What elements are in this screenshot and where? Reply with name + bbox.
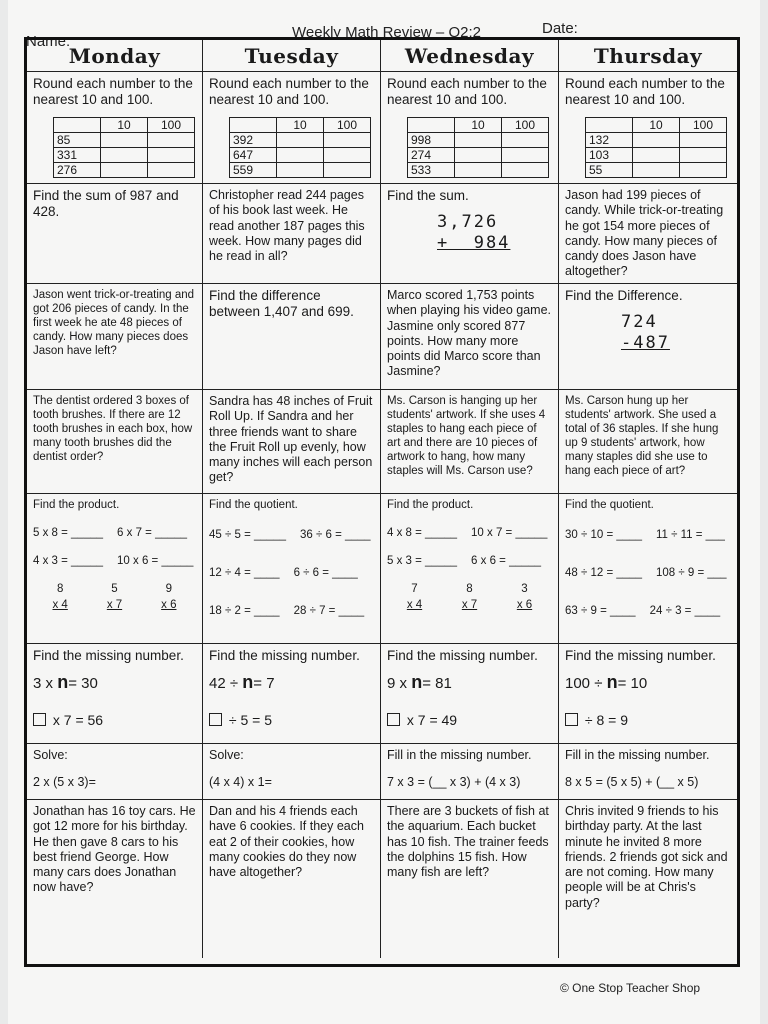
word-problem-thursday-candy: Jason had 199 pieces of candy. While trick-or-treating he got 154 more pieces of candy. How many pieces of candy does Jason have altogether? xyxy=(559,184,737,284)
day-header-wednesday: Wednesday xyxy=(381,40,559,72)
difference-prompt-tuesday: Find the difference between 1,407 and 699. xyxy=(203,284,381,390)
facts-cell-wednesday: Find the product. 4 x 8 = _____ 10 x 7 = _____ 5 x 3 = _____ 6 x 6 = _____ 7 x 4 8 x 7 3 x 6 xyxy=(381,494,559,644)
blank-box-icon xyxy=(33,713,46,726)
word-problem-wednesday-fish: There are 3 buckets of fish at the aquarium. Each bucket has 10 fish. The trainer feeds the dolphins 15 fish. How many fish are left? xyxy=(381,800,559,958)
word-problem-wednesday-staples: Ms. Carson is hanging up her students' artwork. If she uses 4 staples to hang each piece of art and there are 10 pieces of artwork to hang, how many staples will Ms. Carson use? xyxy=(381,390,559,494)
difference-cell-thursday xyxy=(559,284,737,390)
date-label: Date: xyxy=(542,20,578,37)
word-problem-monday-candy: Jason went trick-or-treating and got 206 pieces of candy. In the first week he ate 48 pieces of candy. How many pieces does Jason have left? xyxy=(27,284,203,390)
day-header-tuesday: Tuesday xyxy=(203,40,381,72)
vertical-facts: 7 x 4 8 x 7 3 x 6 xyxy=(406,583,533,611)
round-table: 10 100 392 647 559 xyxy=(229,117,371,178)
word-problem-monday-toothbrushes: The dentist ordered 3 boxes of tooth brushes. If there are 12 tooth brushes in each box, how many tooth brushes did the dentist order? xyxy=(27,390,203,494)
fill-missing-cell-thursday: Fill in the missing number. 8 x 5 = (5 x 5) + (__ x 5) xyxy=(559,744,737,800)
difference-title: Find the Difference. xyxy=(565,288,683,303)
facts-cell-thursday: Find the quotient. 30 ÷ 10 = ____ 11 ÷ 11 = ___ 48 ÷ 12 = ____ 108 ÷ 9 = ___ 63 ÷ 9 = ____ 24 ÷ 3 = ____ xyxy=(559,494,737,644)
blank-box-icon xyxy=(209,713,222,726)
missing-number-tuesday: Find the missing number. 42 ÷ n= 7 ÷ 5 = 5 xyxy=(203,644,381,744)
word-problem-monday-toy-cars: Jonathan has 16 toy cars. He got 12 more for his birthday. He then gave 8 cars to his best friend George. How many cars does Jonathan now have? xyxy=(27,800,203,958)
round-cell-tuesday xyxy=(203,72,381,184)
round-prompt: Round each number to the nearest 10 and 100. xyxy=(209,76,369,108)
vertical-facts: 8 x 4 5 x 7 9 x 6 xyxy=(52,583,177,611)
round-prompt: Round each number to the nearest 10 and 100. xyxy=(565,76,725,108)
round-table: 10 100 132 103 55 xyxy=(585,117,727,178)
facts-cell-monday: Find the product. 5 x 8 = _____ 6 x 7 = _____ 4 x 3 = _____ 10 x 6 = _____ 8 x 4 5 x 7 9 x 6 xyxy=(27,494,203,644)
solve-cell-tuesday: Solve: (4 x 4) x 1= xyxy=(203,744,381,800)
word-problem-thursday-party: Chris invited 9 friends to his birthday party. At the last minute he invited 8 more friends. 2 friends got sick and are not coming. How many people will be at Chris's party? xyxy=(565,804,728,910)
word-problem-tuesday-pages: Christopher read 244 pages of his book last week. He read another 187 pages this week. How many pages did he read in all? xyxy=(203,184,381,284)
fill-missing-cell-wednesday: Fill in the missing number. 7 x 3 = (__ x 3) + (4 x 3) xyxy=(381,744,559,800)
missing-number-wednesday: Find the missing number. 9 x n= 81 x 7 = 49 xyxy=(381,644,559,744)
solve-cell-monday: Solve: 2 x (5 x 3)= xyxy=(27,744,203,800)
copyright-footer: © One Stop Teacher Shop xyxy=(560,981,701,995)
day-header-monday: Monday xyxy=(27,40,203,72)
sum-title: Find the sum. xyxy=(387,188,469,203)
worksheet-title: Weekly Math Review – Q2:2 xyxy=(292,24,481,41)
name-label: Name: xyxy=(26,33,71,50)
round-table: 10 100 85 331 276 xyxy=(53,117,195,178)
review-grid xyxy=(24,37,740,967)
round-prompt: Round each number to the nearest 10 and 100. xyxy=(387,76,547,108)
sum-cell-wednesday xyxy=(381,184,559,284)
word-problem-tuesday-fruit-roll: Sandra has 48 inches of Fruit Roll Up. If Sandra and her three friends want to share the Fruit Roll up evenly, how many inches will each person get? xyxy=(203,390,381,494)
round-prompt: Round each number to the nearest 10 and 100. xyxy=(33,76,193,108)
round-cell-wednesday xyxy=(381,72,559,184)
round-table: 10 100 998 274 533 xyxy=(407,117,549,178)
missing-number-monday: Find the missing number. 3 x n= 30 x 7 = 56 xyxy=(27,644,203,744)
round-cell-monday xyxy=(27,72,203,184)
stacked-addition: 3,726 + 984 xyxy=(437,212,511,254)
day-header-thursday: Thursday xyxy=(559,40,737,72)
word-problem-wednesday-points: Marco scored 1,753 points when playing his video game. Jasmine only scored 877 points. How many more points did Marco score than Jasmine? xyxy=(381,284,559,390)
word-problem-tuesday-cookies: Dan and his 4 friends each have 6 cookies. If they each eat 2 of their cookies, how many cookies do they now have altogether? xyxy=(203,800,381,958)
word-problem-thursday-staples: Ms. Carson hung up her students' artwork. She used a total of 36 staples. If she hung up 9 students' artwork, how many staples did she use to hang each piece of art? xyxy=(559,390,737,494)
blank-box-icon xyxy=(387,713,400,726)
missing-number-thursday: Find the missing number. 100 ÷ n= 10 ÷ 8 = 9 xyxy=(559,644,737,744)
stacked-subtraction: 724 -487 xyxy=(621,312,670,354)
sum-prompt-monday: Find the sum of 987 and 428. xyxy=(27,184,203,284)
blank-box-icon xyxy=(565,713,578,726)
facts-cell-tuesday: Find the quotient. 45 ÷ 5 = _____ 36 ÷ 6 = ____ 12 ÷ 4 = ____ 6 ÷ 6 = ____ 18 ÷ 2 = ____ 28 ÷ 7 = ____ xyxy=(203,494,381,644)
round-cell-thursday xyxy=(559,72,737,184)
